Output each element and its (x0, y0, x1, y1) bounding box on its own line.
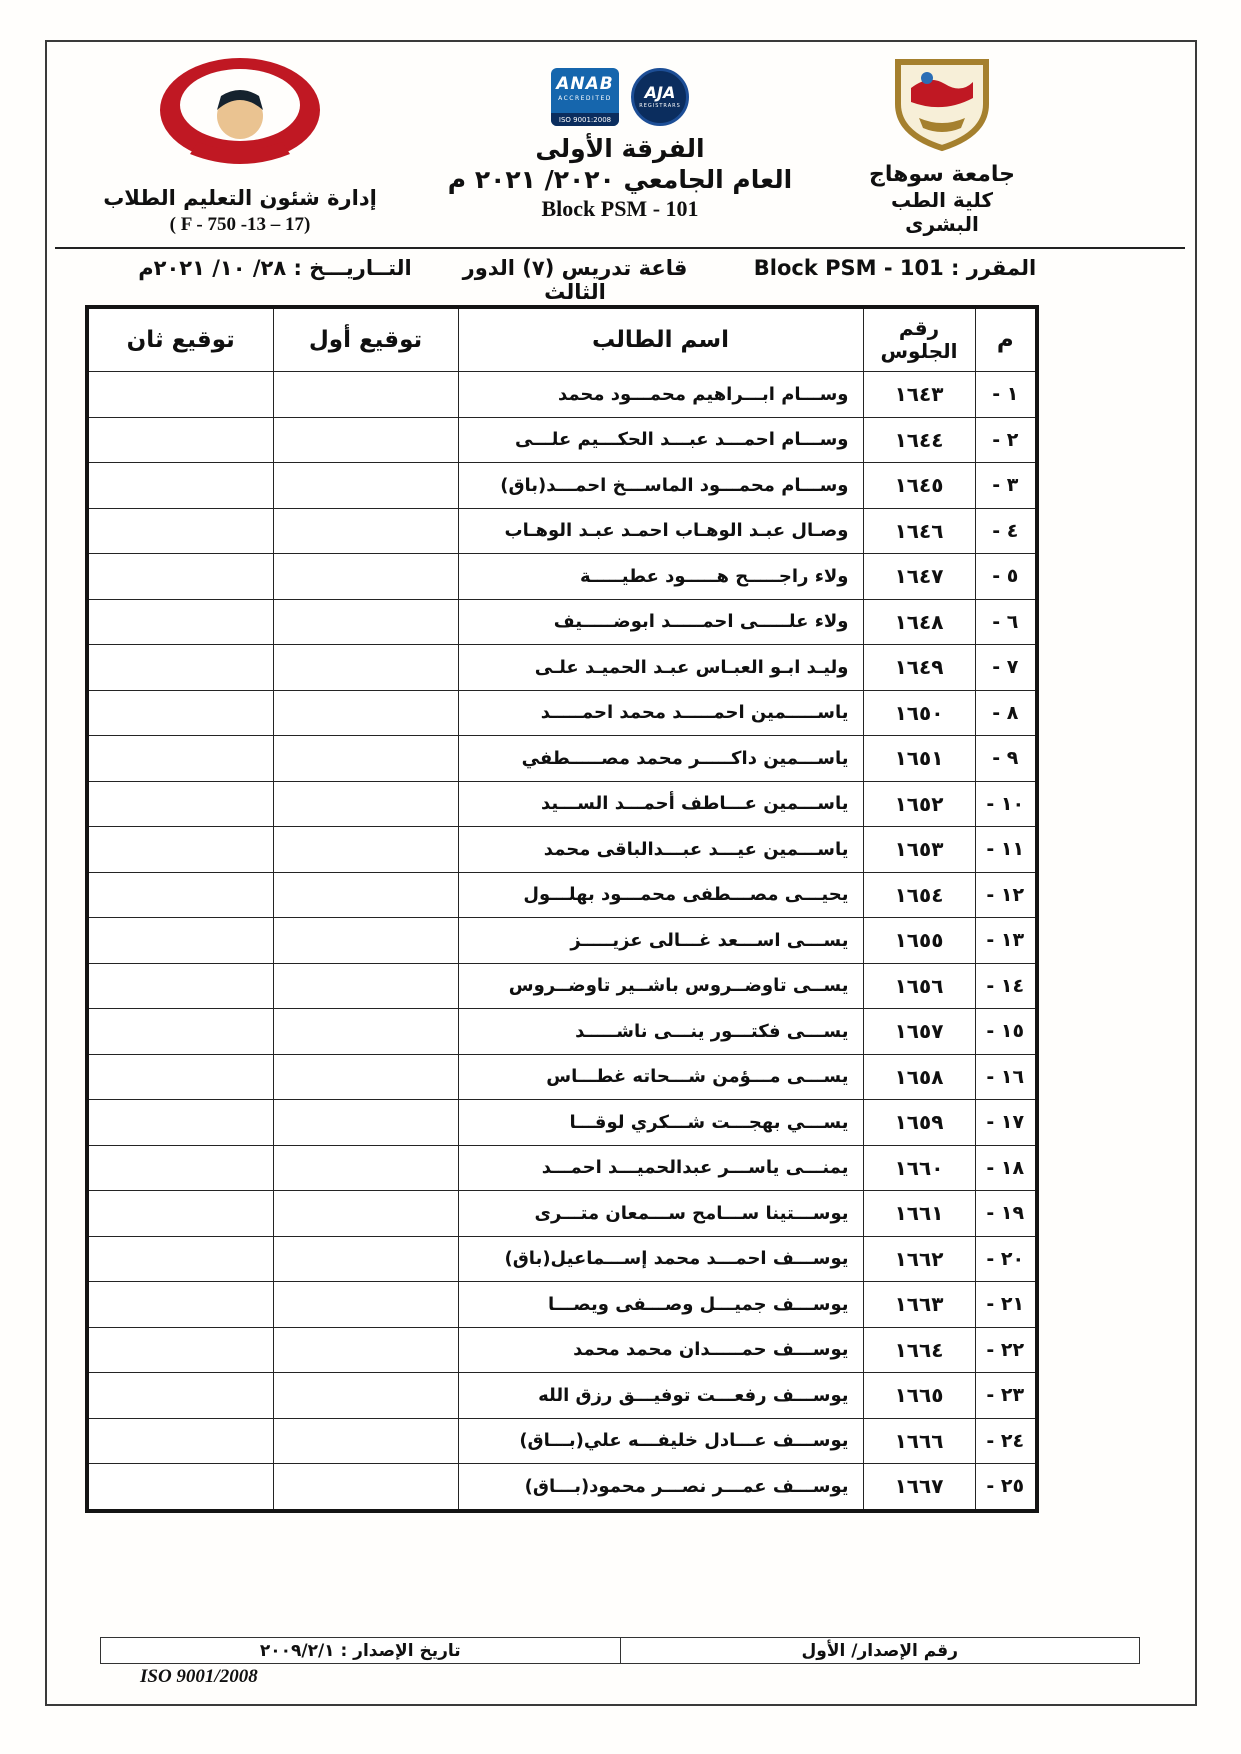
row-index: ١١ - (975, 827, 1037, 873)
student-name: يوســـف عـــادل خليفـــه علي(بـــاق) (458, 1418, 863, 1464)
first-signature-cell (273, 508, 458, 554)
seat-number: ١٦٤٧ (863, 554, 975, 600)
second-signature-cell (87, 1282, 273, 1328)
anab-accredited-label: ACCREDITED (558, 95, 612, 102)
table-row (87, 1009, 1037, 1055)
second-signature-cell (87, 463, 273, 509)
seat-number: ١٦٤٣ (863, 372, 975, 418)
student-name: يســى تاوضــروس باشــير تاوضــروس (458, 963, 863, 1009)
table-row (87, 963, 1037, 1009)
first-signature-cell (273, 1100, 458, 1146)
issue-date-cell: تاريخ الإصدار : ٢٠٠٩/٢/١ (101, 1638, 621, 1663)
seat-number: ١٦٦٦ (863, 1418, 975, 1464)
second-signature-cell (87, 872, 273, 918)
row-index: ٢٠ - (975, 1236, 1037, 1282)
student-name: يوســـف رفعـــت توفيـــق رزق الله (458, 1373, 863, 1419)
academic-year: العام الجامعي ٢٠٢٠/ ٢٠٢١ م (447, 165, 793, 194)
anab-label: ANAB (556, 74, 614, 94)
second-signature-cell (87, 1373, 273, 1419)
student-name: يوســـتينا ســـامح ســـمعان متـــرى (458, 1191, 863, 1237)
column-header-index: م (975, 307, 1037, 372)
table-row (87, 463, 1037, 509)
first-signature-cell (273, 736, 458, 782)
table-row (87, 827, 1037, 873)
seat-number: ١٦٥٣ (863, 827, 975, 873)
second-signature-cell (87, 1191, 273, 1237)
row-index: ١٩ - (975, 1191, 1037, 1237)
row-index: ١٤ - (975, 963, 1037, 1009)
row-index: ٢٣ - (975, 1373, 1037, 1419)
table-row (87, 554, 1037, 600)
table-row (87, 417, 1037, 463)
seat-number: ١٦٥٨ (863, 1054, 975, 1100)
student-name: يســـي بهجـــت شـــكري لوقـــا (458, 1100, 863, 1146)
first-signature-cell (273, 918, 458, 964)
student-name: يســـى مـــؤمن شـــحاته غطـــاس (458, 1054, 863, 1100)
second-signature-cell (87, 554, 273, 600)
student-name: يحيـــى مصـــطفى محمـــود بهلـــول (458, 872, 863, 918)
second-signature-cell (87, 1009, 273, 1055)
student-name: يســـى اســـعد غـــالى عزيـــــز (458, 918, 863, 964)
student-name: ياســـمين عـــاطف أحمـــد الســـيد (458, 781, 863, 827)
first-signature-cell (273, 1282, 458, 1328)
table-row (87, 1191, 1037, 1237)
second-signature-cell (87, 1145, 273, 1191)
second-signature-cell (87, 918, 273, 964)
second-signature-cell (87, 1418, 273, 1464)
table-row (87, 645, 1037, 691)
second-signature-cell (87, 372, 273, 418)
second-signature-cell (87, 827, 273, 873)
first-signature-cell (273, 1373, 458, 1419)
first-signature-cell (273, 1009, 458, 1055)
hall-label: قاعة تدريس (٧) الدور الثالث (462, 256, 688, 304)
row-index: ٢٢ - (975, 1327, 1037, 1373)
issue-number-cell: رقم الإصدار/ الأول (801, 1640, 958, 1661)
faculty-crescent-logo-icon (150, 50, 330, 176)
accreditation-badges (430, 68, 810, 126)
second-signature-cell (87, 1054, 273, 1100)
student-name: ياســـمين داكـــــر محمد مصـــــطفي (458, 736, 863, 782)
seat-number: ١٦٤٥ (863, 463, 975, 509)
table-row (87, 599, 1037, 645)
row-index: ٢ - (975, 417, 1037, 463)
first-signature-cell (273, 645, 458, 691)
second-signature-cell (87, 781, 273, 827)
second-signature-cell (87, 963, 273, 1009)
student-name: يمنـــى ياســـر عبدالحميـــد احمـــد (458, 1145, 863, 1191)
aja-badge-icon (631, 68, 689, 126)
first-signature-cell (273, 781, 458, 827)
seat-number: ١٦٥١ (863, 736, 975, 782)
table-row (87, 1464, 1037, 1511)
iso-certification-label: ISO 9001/2008 (140, 1666, 258, 1687)
table-row (87, 1373, 1037, 1419)
first-signature-cell (273, 827, 458, 873)
first-signature-cell (273, 1236, 458, 1282)
first-signature-cell (273, 690, 458, 736)
table-row (87, 1282, 1037, 1328)
seat-number: ١٦٦٧ (863, 1464, 975, 1511)
seat-number: ١٦٦٢ (863, 1236, 975, 1282)
university-header-block (862, 56, 1022, 236)
university-name: جامعة سوهاج (869, 162, 1015, 187)
second-signature-cell (87, 417, 273, 463)
seat-number: ١٦٦٥ (863, 1373, 975, 1419)
row-index: ٢١ - (975, 1282, 1037, 1328)
seat-number: ١٦٦١ (863, 1191, 975, 1237)
seat-number: ١٦٦٠ (863, 1145, 975, 1191)
university-shield-icon (889, 56, 995, 154)
student-name: وســـام محمـــود الماســـخ احمـــد(باق) (458, 463, 863, 509)
row-index: ٩ - (975, 736, 1037, 782)
department-label: إدارة شئون التعليم الطلاب (103, 186, 377, 210)
row-index: ١٧ - (975, 1100, 1037, 1146)
seat-number: ١٦٥٢ (863, 781, 975, 827)
table-row (87, 372, 1037, 418)
student-name: ولاء راجـــــح هـــــود عطيـــــة (458, 554, 863, 600)
seat-number: ١٦٥٩ (863, 1100, 975, 1146)
second-signature-cell (87, 736, 273, 782)
student-name: ياســـمين عيـــد عبـــدالباقى محمد (458, 827, 863, 873)
first-signature-cell (273, 1054, 458, 1100)
first-signature-cell (273, 372, 458, 418)
table-header-row (87, 307, 1037, 372)
aja-label: AJA (644, 83, 676, 102)
seat-number: ١٦٥٥ (863, 918, 975, 964)
first-signature-cell (273, 1327, 458, 1373)
seat-number: ١٦٤٩ (863, 645, 975, 691)
student-name: يســـى فكتـــور ينـــى ناشـــــد (458, 1009, 863, 1055)
row-index: ١٨ - (975, 1145, 1037, 1191)
row-index: ١٣ - (975, 918, 1037, 964)
course-label: المقرر : Block PSM - 101 (753, 256, 1037, 280)
first-signature-cell (273, 599, 458, 645)
seat-number: ١٦٥٧ (863, 1009, 975, 1055)
table-row (87, 1145, 1037, 1191)
row-index: ١٢ - (975, 872, 1037, 918)
column-header-seat: رقم الجلوس (863, 307, 975, 372)
first-signature-cell (273, 1464, 458, 1511)
table-row (87, 1100, 1037, 1146)
second-signature-cell (87, 690, 273, 736)
title-block (430, 68, 810, 222)
seat-number: ١٦٦٤ (863, 1327, 975, 1373)
student-name: وليـد ابـو العبـاس عبـد الحميـد علـى (458, 645, 863, 691)
student-rows (87, 372, 1037, 1511)
first-signature-cell (273, 1145, 458, 1191)
column-header-first-signature: توقيع أول (273, 307, 458, 372)
row-index: ٧ - (975, 645, 1037, 691)
student-name: يوســـف حمـــــدان محمد محمد (458, 1327, 863, 1373)
first-signature-cell (273, 1191, 458, 1237)
student-name: يوســـف عمـــر نصـــر محمود(بـــاق) (458, 1464, 863, 1511)
second-signature-cell (87, 1100, 273, 1146)
seat-number: ١٦٤٤ (863, 417, 975, 463)
block-code: Block PSM - 101 (541, 196, 699, 221)
table-row (87, 736, 1037, 782)
anab-badge-icon (551, 68, 619, 126)
row-index: ٣ - (975, 463, 1037, 509)
row-index: ٥ - (975, 554, 1037, 600)
date-label: التــاريـــخ : ٢٨/ ١٠/ ٢٠٢١م (138, 256, 412, 280)
table-row (87, 781, 1037, 827)
second-signature-cell (87, 1236, 273, 1282)
form-code: ( F - 750 -13 – 17) (169, 214, 311, 235)
aja-ring-label: REGISTRARS (639, 103, 681, 109)
seat-number: ١٦٦٣ (863, 1282, 975, 1328)
issue-info-strip (100, 1637, 1140, 1664)
second-signature-cell (87, 1327, 273, 1373)
seat-number: ١٦٥٦ (863, 963, 975, 1009)
faculty-name: كلية الطب البشرى (890, 188, 994, 236)
row-index: ١ - (975, 372, 1037, 418)
row-index: ٢٤ - (975, 1418, 1037, 1464)
table-row (87, 690, 1037, 736)
student-name: وســـام احمـــد عبـــد الحكـــيم علـــى (458, 417, 863, 463)
second-signature-cell (87, 1464, 273, 1511)
student-name: يوســـف جميـــل وصـــفى ويصـــا (458, 1282, 863, 1328)
second-signature-cell (87, 599, 273, 645)
table-row (87, 872, 1037, 918)
seat-number: ١٦٤٦ (863, 508, 975, 554)
row-index: ١٠ - (975, 781, 1037, 827)
first-signature-cell (273, 554, 458, 600)
column-header-second-signature: توقيع ثان (87, 307, 273, 372)
row-index: ١٦ - (975, 1054, 1037, 1100)
seat-number: ١٦٥٠ (863, 690, 975, 736)
seat-number: ١٦٤٨ (863, 599, 975, 645)
header-divider (55, 247, 1185, 249)
seat-number: ١٦٥٤ (863, 872, 975, 918)
row-index: ٢٥ - (975, 1464, 1037, 1511)
row-index: ٨ - (975, 690, 1037, 736)
table-row (87, 1327, 1037, 1373)
grade-title: الفرقة الأولى (535, 134, 705, 163)
first-signature-cell (273, 1418, 458, 1464)
table-row (87, 1236, 1037, 1282)
column-header-name: اسم الطالب (458, 307, 863, 372)
table-row (87, 1418, 1037, 1464)
table-row (87, 508, 1037, 554)
second-signature-cell (87, 645, 273, 691)
table-row (87, 918, 1037, 964)
second-signature-cell (87, 508, 273, 554)
attendance-table (85, 305, 1039, 1513)
table-row (87, 1054, 1037, 1100)
first-signature-cell (273, 417, 458, 463)
first-signature-cell (273, 963, 458, 1009)
row-index: ٦ - (975, 599, 1037, 645)
row-index: ٤ - (975, 508, 1037, 554)
student-name: ياســـــمين احمـــــد محمد احمـــــد (458, 690, 863, 736)
student-name: يوســـف احمـــد محمد إســـماعيل(باق) (458, 1236, 863, 1282)
student-name: ولاء علـــــى احمـــــد ابوضـــــيف (458, 599, 863, 645)
anab-iso-band: ISO 9001:2008 (551, 113, 619, 126)
first-signature-cell (273, 463, 458, 509)
student-name: وصـال عبـد الوهـاب احمـد عبـد الوهـاب (458, 508, 863, 554)
first-signature-cell (273, 872, 458, 918)
row-index: ١٥ - (975, 1009, 1037, 1055)
admin-header-block (95, 50, 385, 236)
student-name: وســـام ابـــراهيم محمـــود محمد (458, 372, 863, 418)
